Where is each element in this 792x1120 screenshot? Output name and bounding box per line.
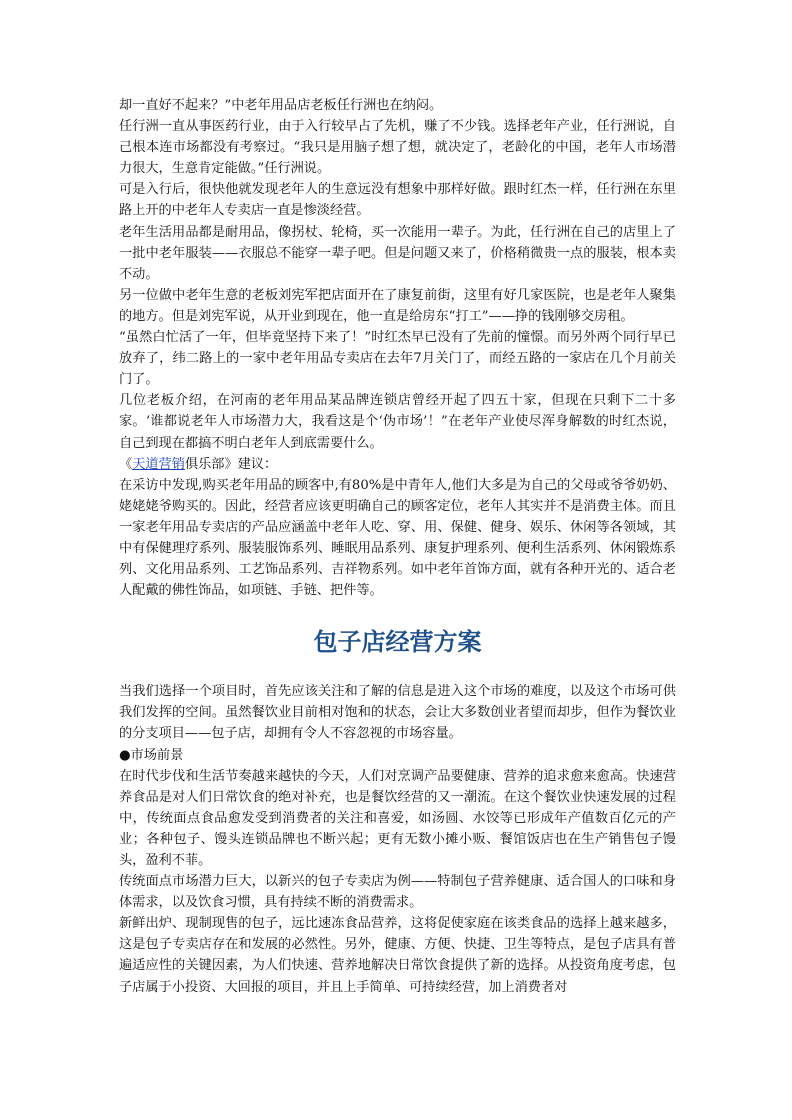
paragraph: 另一位做中老年生意的老板刘宪军把店面开在了康复前街，这里有好几家医院，也是老年人聚集的地方。但是刘宪军说，从开业到现在，他一直是给房东“打工”——挣的钱刚够交房租。 bbox=[119, 287, 676, 324]
tiandao-marketing-link[interactable]: 天道营销 bbox=[132, 456, 185, 472]
paragraph: 任行洲一直从事医药行业，由于入行较早占了先机，赚了不少钱。选择老年产业，任行洲说，自己根本连市场都没有考察过。“我只是用脑子想了想，就决定了，老龄化的中国，老年人市场潜力很大，生意肯定能做。”任行洲说。 bbox=[119, 119, 676, 177]
paragraph: 在时代步伐和生活节奏越来越快的今天，人们对烹调产品要健康、营养的追求愈来愈高。快速营养食品是对人们日常饮食的绝对补充，也是餐饮经营的又一潮流。在这个餐饮业快速发展的过程中，传统面点食品愈发受到消费者的关注和喜爱，如汤圆、水饺等已形成年产值数百亿元的产业；各种包子、馒头连锁品牌也不断兴起；更有无数小摊小贩、餐馆饭店也在生产销售包子馒头，盈利不菲。 bbox=[119, 768, 676, 868]
paragraph: 在采访中发现,购买老年用品的顾客中,有80%是中青年人,他们大多是为自己的父母或爷爷奶奶、姥姥姥爷购买的。因此，经营者应该更明确自己的顾客定位，老年人其实并不是消费主体。而且一家老年用品专卖店的产品应涵盖中老年人吃、穿、用、保健、健身、娱乐、休闲等各领域，其中有保健理疗系列、服装服饰系列、睡眠用品系列、康复护理系列、便利生活系列、休闲锻炼系列、文化用品系列、工艺饰品系列、吉祥物系列。如中老年首饰方面，就有各种开光的、适合老人配戴的佛性饰品，如项链、手链、把件等。 bbox=[119, 477, 676, 599]
paragraph: 当我们选择一个项目时，首先应该关注和了解的信息是进入这个市场的难度，以及这个市场可供我们发挥的空间。虽然餐饮业目前相对饱和的状态，会让大多数创业者望而却步，但作为餐饮业的分支项目——包子店，却拥有令人不容忽视的市场容量。 bbox=[119, 684, 676, 742]
paragraph: 却一直好不起来？”中老年用品店老板任行洲也在纳闷。 bbox=[119, 98, 443, 113]
club-suggestion-line bbox=[119, 454, 676, 475]
paragraph: 新鲜出炉、现制现售的包子，远比速冻食品营养，这将促使家庭在该类食品的选择上越来越多，这是包子专卖店存在和发展的必然性。另外，健康、方便、快捷、卫生等特点，是包子店具有普遍适应性的关键因素，为人们快速、营养地解决日常饮食提供了新的选择。从投资角度考虑，包子店属于小投资、大回报的项目，并且上手简单、可持续经营，加上消费者对 bbox=[119, 916, 676, 995]
paragraph: 传统面点市场潜力巨大，以新兴的包子专卖店为例——特制包子营养健康、适合国人的口味和身体需求，以及饮食习惯，具有持续不断的消费需求。 bbox=[119, 874, 676, 911]
bracket-open: 《 bbox=[119, 456, 133, 472]
section-title: 包子店经营方案 bbox=[313, 628, 482, 657]
paragraph: 几位老板介绍，在河南的老年用品某品牌连锁店曾经开起了四五十家，但现在只剩下二十多家。‘谁都说老年人市场潜力大，我看这是个‘伪市场’！”在老年产业使尽浑身解数的时红杰说，自己到现在都搞不明白老年人到底需要什么。 bbox=[119, 393, 676, 451]
bullet-heading-market-prospect: ●市场前景 bbox=[119, 747, 184, 763]
section-title-wrap bbox=[119, 601, 676, 681]
paragraph: 可是入行后，很快他就发现老年人的生意远没有想象中那样好做。跟时红杰一样，任行洲在东里路上开的中老年人专卖店一直是惨淡经营。 bbox=[119, 182, 676, 219]
document-page bbox=[119, 95, 676, 998]
paragraph: “虽然白忙活了一年，但毕竟坚持下来了！”时红杰早已没有了先前的憧憬。而另外两个同行早已放弃了，纬二路上的一家中老年用品专卖店在去年7月关门了，而经五路的一家店在几个月前关门了。 bbox=[119, 330, 676, 388]
club-suggestion-label: 俱乐部》建议： bbox=[184, 456, 278, 472]
paragraph: 老年生活用品都是耐用品，像拐杖、轮椅，买一次能用一辈子。为此，任行洲在自己的店里上了一批中老年服装——衣服总不能穿一辈子吧。但是问题又来了，价格稍微贵一点的服装，根本卖不动。 bbox=[119, 224, 676, 282]
